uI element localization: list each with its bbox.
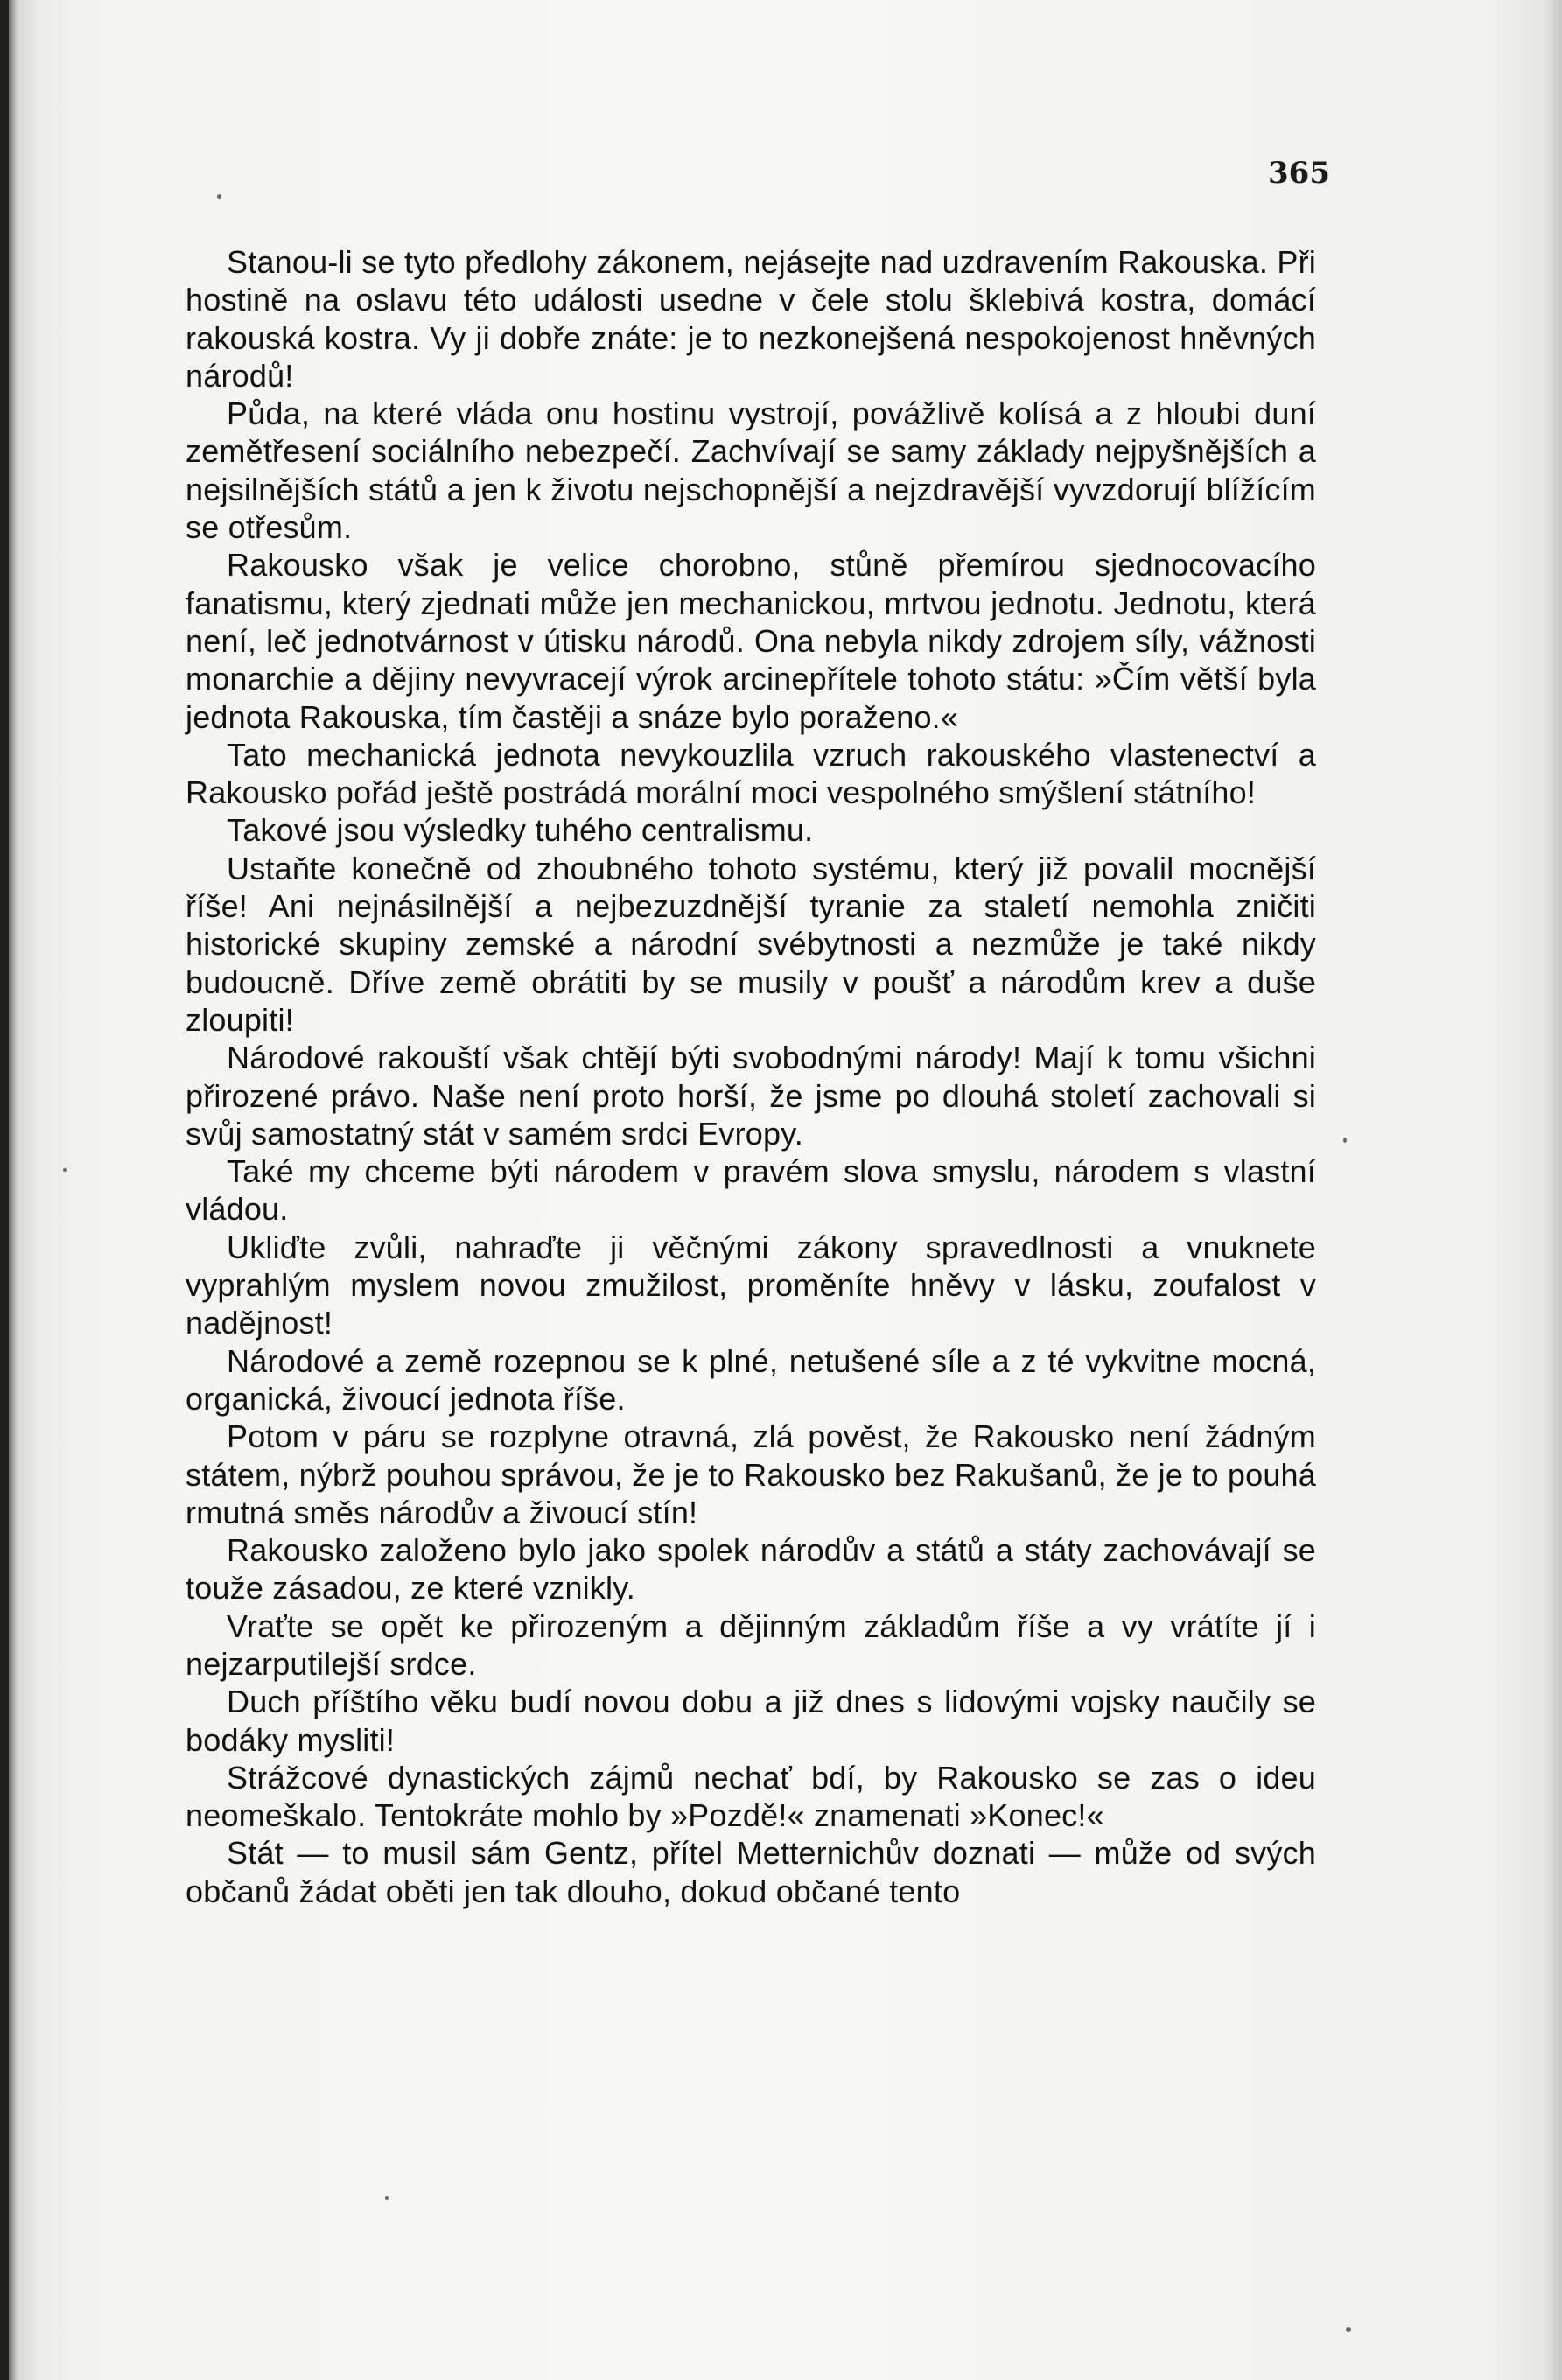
paragraph: Potom v páru se rozplyne otravná, zlá pověst, že Rakousko není žádným státem, nýbrž pouhou správou, že je to Rakousko bez Rakušanů, že je to pouhá rmutná směs národův a živoucí stín!: [186, 1418, 1316, 1530]
paragraph: Rakousko založeno bylo jako spolek národův a států a státy zachovávají se touže zásadou, ze které vznikly.: [186, 1532, 1316, 1606]
paragraph: Strážcové dynastických zájmů nechať bdí, by Rakousko se zas o ideu neomeškalo. Tentokráte mohlo by »Pozdě!« znamenati »Konec!«: [186, 1759, 1316, 1834]
scan-speck: [1343, 1138, 1347, 1143]
paragraph: Národové a země rozepnou se k plné, netušené síle a z té vykvitne mocná, organická, živoucí jednota říše.: [186, 1342, 1316, 1417]
paragraph: Stát — to musil sám Gentz, přítel Metternichův doznati — může od svých občanů žádat oběti jen tak dlouho, dokud občané tento: [186, 1835, 1316, 1909]
paragraph: Takové jsou výsledky tuhého centralismu.: [227, 812, 814, 849]
paragraph: Duch příštího věku budí novou dobu a již dnes s lidovými vojsky naučily se bodáky mysliti!: [186, 1684, 1316, 1758]
paragraph: Stanou-li se tyto předlohy zákonem, nejásejte nad uzdravením Rakouska. Při hostině na oslavu této události usedne v čele stolu šklebivá kostra, domácí rakouská kostra. Vy ji dobře znáte: je to nezkonejšená nespokojenost hněvných národů!: [186, 244, 1316, 394]
body-text: [186, 243, 1316, 1910]
paragraph: Ukliďte zvůli, nahraďte ji věčnými zákony spravedlnosti a vnuknete vyprahlým myslem novou zmužilost, proměníte hněvy v lásku, zoufalost v nadějnost!: [186, 1228, 1316, 1341]
paragraph: Vraťte se opět ke přirozeným a dějinným základům říše a vy vrátíte jí i nejzarputilejší srdce.: [186, 1607, 1316, 1682]
page-number: 365: [1268, 156, 1330, 191]
paragraph: Tato mechanická jednota nevykouzlila vzruch rakouského vlastenectví a Rakousko pořád ještě postrádá morální moci vespolného smýšlení státního!: [186, 736, 1316, 811]
paragraph: Rakousko však je velice chorobno, stůně přemírou sjednocovacího fanatismu, který zjednati může jen mechanickou, mrtvou jednotu. Jednotu, která není, leč jednotvárnost v útisku národů. Ona nebyla nikdy zdrojem síly, vážnosti monarchie a dějiny nevyvracejí výrok arcinepřítele tohoto státu: »Čím větší byla jednota Rakouska, tím častěji a snáze bylo poraženo.«: [186, 547, 1316, 735]
scan-speck: [385, 2196, 389, 2200]
paragraph: Také my chceme býti národem v pravém slova smyslu, národem s vlastní vládou.: [186, 1153, 1316, 1228]
binding-shadow: [0, 0, 9, 2380]
scan-speck: [217, 194, 221, 199]
scan-speck: [1346, 2328, 1351, 2332]
paragraph: Půda, na které vláda onu hostinu vystrojí, povážlivě kolísá a z hloubi duní zemětřesení sociálního nebezpečí. Zachvívají se samy základy nejpyšnějších a nejsilnějších států a jen k životu nejschopnější a nejzdravější vyvzdorují blížícím se otřesům.: [186, 396, 1316, 546]
scan-speck: [63, 1168, 67, 1172]
paragraph: Ustaňte konečně od zhoubného tohoto systému, který již povalil mocnější říše! Ani nejnásilnější a nejbezuzdnější tyranie za staletí nemohla zničiti historické skupiny zemské a národní svébytnosti a nezmůže je také nikdy budoucně. Dříve země obrátiti by se musily v poušť a národům krev a duše zloupiti!: [186, 850, 1316, 1038]
paragraph: Národové rakouští však chtějí býti svobodnými národy! Mají k tomu všichni přirozené právo. Naše není proto horší, že jsme po dlouhá století zachovali si svůj samostatný stát v samém srdci Evropy.: [186, 1040, 1316, 1152]
